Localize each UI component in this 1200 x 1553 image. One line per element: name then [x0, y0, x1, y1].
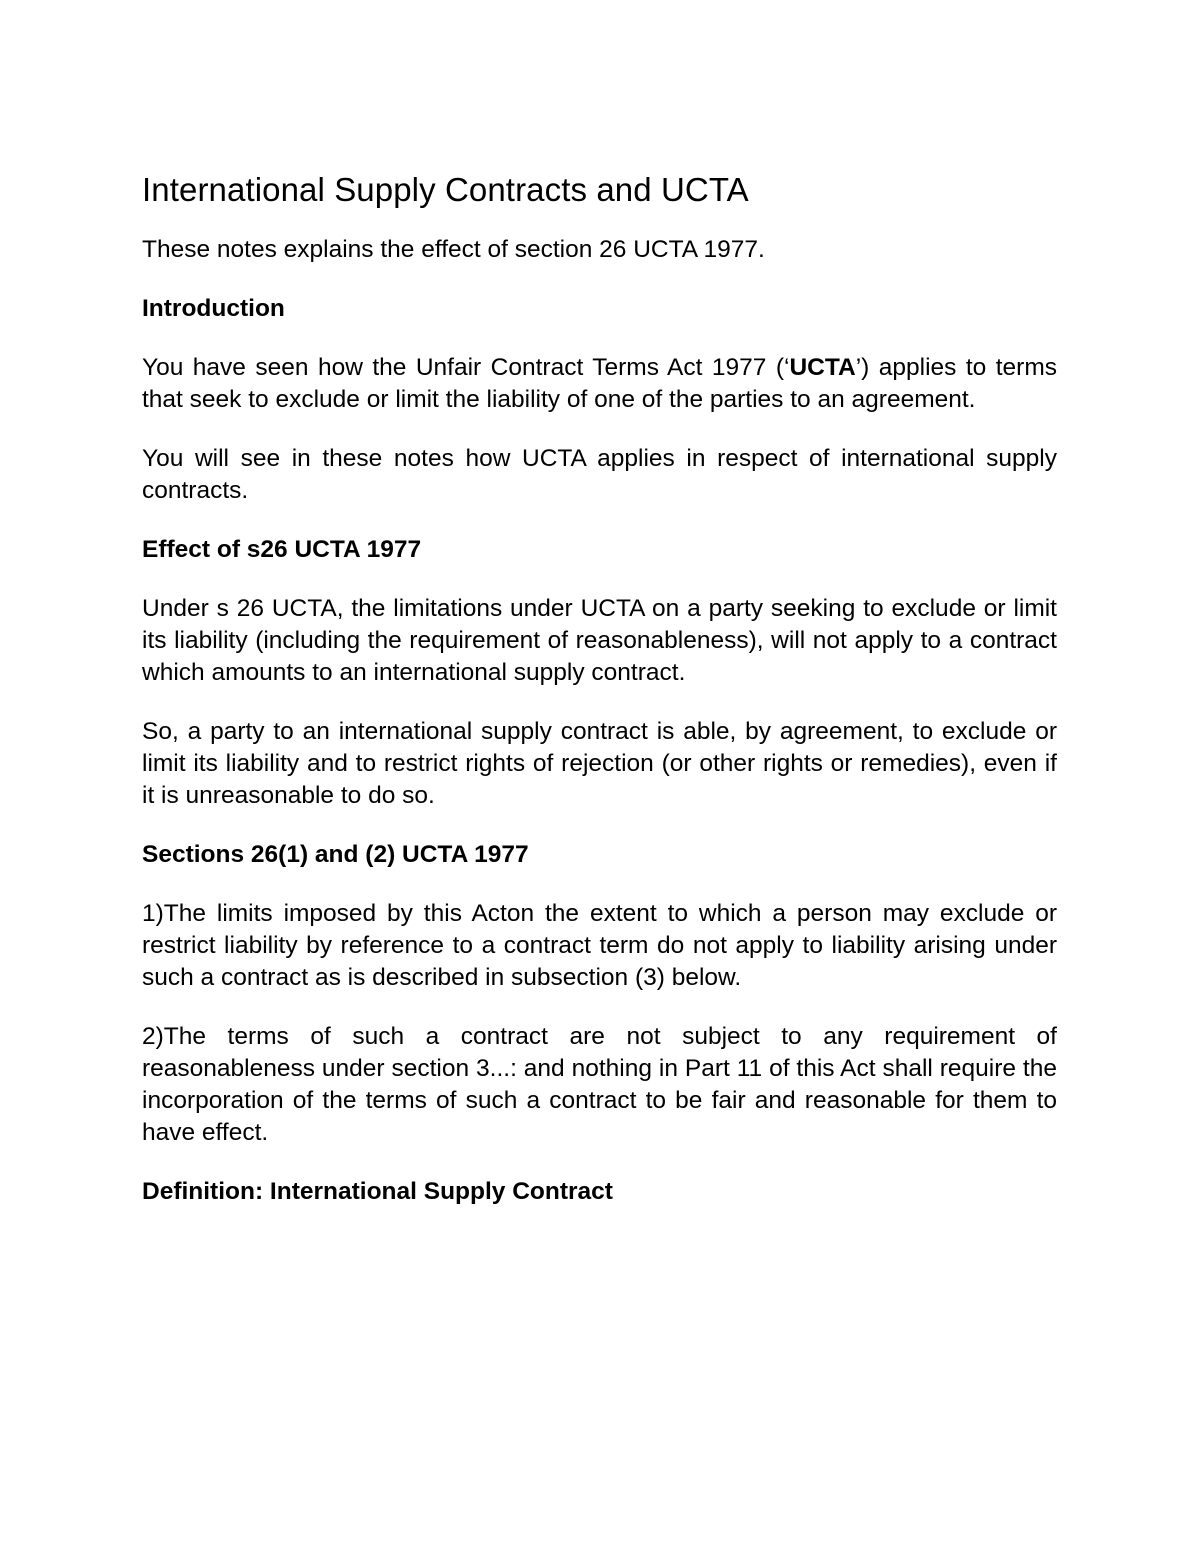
sections-paragraph-2: 2)The terms of such a contract are not subject to any requirement of reasonableness under section 3...: and nothing in Part 11 of this Act shall require the incorporation of the terms of such a contract to be fair and reasonable for them to have effect. — [142, 1023, 1057, 1146]
sections-paragraph-1: 1)The limits imposed by this Acton the extent to which a person may exclude or restrict liability by reference to a contract term do not apply to liability arising under such a contract as is described in subsection (3) below. — [142, 900, 1057, 991]
effect-paragraph-1: Under s 26 UCTA, the limitations under UCTA on a party seeking to exclude or limit its liability (including the requirement of reasonableness), will not apply to a contract which amounts to an international supply contract. — [142, 595, 1057, 686]
heading-sections-26: Sections 26(1) and (2) UCTA 1977 — [142, 841, 529, 868]
effect-paragraph-2: So, a party to an international supply contract is able, by agreement, to exclude or limit its liability and to restrict rights of rejection (or other rights or remedies), even if it is unreasonable to do so. — [142, 718, 1057, 809]
intro-p1-bold-ucta: UCTA — [789, 354, 856, 381]
document-subtitle: These notes explains the effect of section 26 UCTA 1977. — [142, 236, 765, 263]
heading-introduction: Introduction — [142, 295, 285, 322]
document-page — [142, 168, 1057, 1235]
document-title: International Supply Contracts and UCTA — [142, 171, 749, 208]
heading-definition: Definition: International Supply Contract — [142, 1178, 613, 1205]
intro-paragraph-2: You will see in these notes how UCTA applies in respect of international supply contracts. — [142, 445, 1057, 504]
heading-effect-s26: Effect of s26 UCTA 1977 — [142, 536, 422, 563]
intro-paragraph-1 — [142, 352, 1057, 416]
intro-p1-text-before: You have seen how the Unfair Contract Terms Act 1977 (‘ — [142, 354, 790, 381]
intro-p1-text-after: ’) applies to terms that seek to exclude or limit the liability of one of the parties to an agreement. — [142, 354, 1057, 413]
